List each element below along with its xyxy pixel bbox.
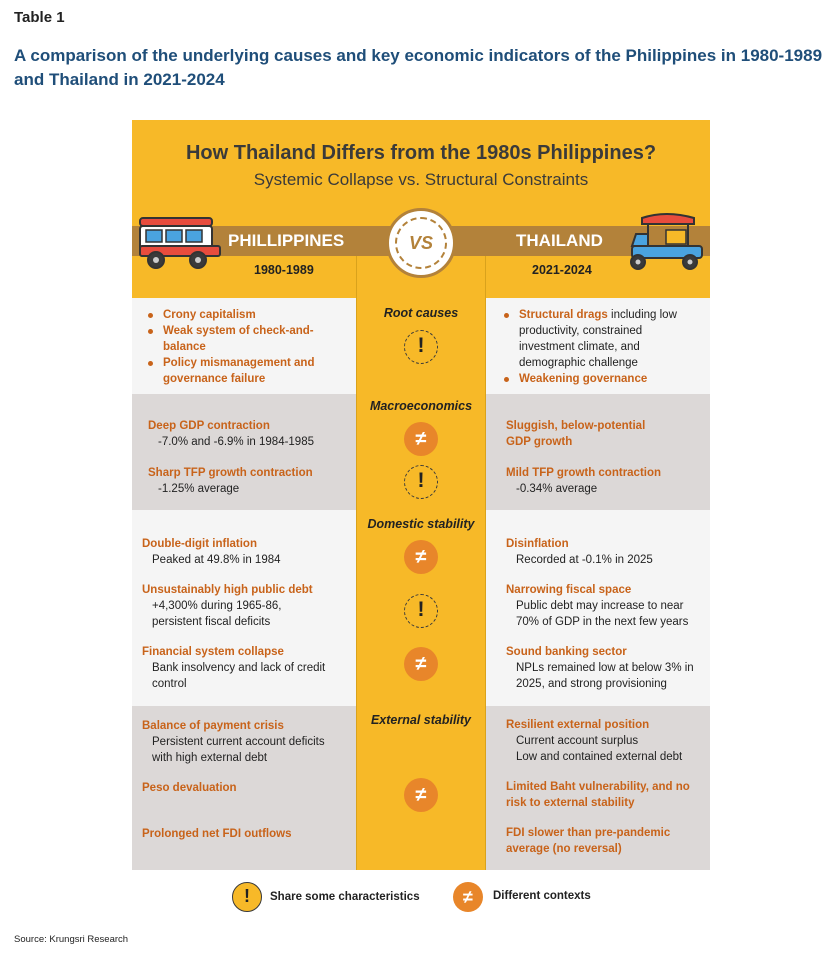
item-title: Double-digit inflation	[142, 538, 257, 550]
infographic	[132, 120, 710, 870]
item-detail: -7.0% and -6.9% in 1984-1985	[158, 436, 314, 448]
external-left-item	[142, 780, 348, 796]
vs-badge	[386, 208, 456, 278]
macro-left-item	[148, 418, 348, 450]
item-title: Sharp TFP growth contraction	[148, 467, 313, 479]
domestic-right-item	[506, 582, 702, 630]
infographic-subtitle: Systemic Collapse vs. Structural Constraints	[253, 170, 589, 189]
section-title-root-causes: Root causes	[383, 306, 459, 320]
legend-not-equal-icon: ≠	[453, 882, 483, 912]
list-item	[148, 323, 338, 355]
root-cause-item: Weak system of check-and-balance	[163, 325, 314, 353]
bullet	[148, 313, 153, 318]
table-label: Table 1	[14, 9, 65, 26]
exclamation-icon: !	[404, 465, 438, 499]
item-title: Resilient external position	[506, 719, 650, 731]
item-title: Disinflation	[506, 538, 569, 550]
item-title: Prolonged net FDI outflows	[142, 828, 292, 840]
root-cause-item: Crony capitalism	[163, 309, 256, 321]
bullet	[148, 361, 153, 366]
right-period-label: 2021-2024	[532, 263, 592, 277]
item-title: Limited Baht vulnerability, and no risk to external stability	[506, 781, 690, 809]
left-country-label: PHILLIPPINES	[228, 231, 345, 250]
item-detail: Bank insolvency and lack of credit control	[152, 662, 326, 690]
section-title-external-stability: External stability	[370, 713, 472, 727]
bullet	[148, 329, 153, 334]
legend-exclamation-icon: !	[232, 882, 262, 912]
domestic-right-item	[506, 536, 702, 568]
item-detail: -1.25% average	[158, 483, 240, 495]
exclamation-icon: !	[404, 594, 438, 628]
item-title: Mild TFP growth contraction	[506, 467, 662, 479]
list-item	[148, 355, 338, 387]
macro-left-item	[148, 465, 348, 497]
item-detail: +4,300% during 1965-86, persistent fiscal deficits	[152, 600, 282, 628]
item-detail: -0.34% average	[516, 483, 598, 495]
source-note: Source: Krungsri Research	[14, 934, 129, 945]
item-detail: Peaked at 49.8% in 1984	[152, 554, 281, 566]
external-right-item	[506, 779, 696, 811]
bullet	[504, 313, 509, 318]
item-title: Peso devaluation	[142, 782, 237, 794]
macro-right-item	[506, 465, 702, 497]
not-equal-icon: ≠	[404, 778, 438, 812]
item-detail: Persistent current account deficits with high external debt	[152, 736, 325, 764]
not-equal-icon: ≠	[404, 540, 438, 574]
left-period-label: 1980-1989	[254, 263, 314, 277]
item-detail: NPLs remained low at below 3% in 2025, and strong provisioning	[516, 662, 694, 690]
domestic-left-item	[142, 582, 348, 630]
root-cause-item-detail: including low productivity, constrained investment climate, and demographic challenge	[519, 309, 677, 369]
item-detail: Current account surplus Low and contained external debt	[516, 735, 683, 763]
infographic-title: How Thailand Differs from the 1980s Philippines?	[185, 142, 657, 164]
list-item	[504, 371, 700, 387]
not-equal-icon: ≠	[404, 647, 438, 681]
legend-share-label: Share some characteristics	[270, 891, 420, 903]
item-title: Narrowing fiscal space	[506, 584, 632, 596]
list-item	[148, 307, 338, 323]
domestic-right-item	[506, 644, 702, 692]
jeepney-icon	[136, 212, 224, 274]
item-title: Financial system collapse	[142, 646, 284, 658]
macro-right-item	[506, 418, 666, 450]
item-title: Sound banking sector	[506, 646, 627, 658]
item-title: FDI slower than pre-pandemic average (no reversal)	[506, 827, 671, 855]
item-detail: Recorded at -0.1% in 2025	[516, 554, 653, 566]
item-title: Unsustainably high public debt	[142, 584, 313, 596]
bullet	[504, 377, 509, 382]
document-title: A comparison of the underlying causes and key economic indicators of the Philippines in 1980-1989 and Thailand in 2021-2024	[14, 46, 823, 89]
external-left-item	[142, 826, 348, 842]
root-cause-item: Policy mismanagement and governance failure	[163, 357, 315, 385]
external-right-item	[506, 825, 686, 857]
external-left-item	[142, 718, 348, 766]
item-title: Balance of payment crisis	[142, 720, 284, 732]
external-right-item	[506, 717, 702, 765]
root-cause-item-bold: Structural drags	[519, 309, 608, 321]
domestic-left-item	[142, 536, 348, 568]
item-detail: Public debt may increase to near 70% of GDP in the next few years	[516, 600, 689, 628]
vs-label: VS	[395, 217, 447, 269]
section-title-macroeconomics: Macroeconomics	[369, 399, 473, 413]
item-title: Sluggish, below-potential GDP growth	[506, 420, 646, 448]
list-item	[504, 307, 700, 371]
right-country-label: THAILAND	[516, 231, 603, 250]
root-causes-left-list	[148, 307, 338, 387]
exclamation-icon: !	[404, 330, 438, 364]
item-title: Deep GDP contraction	[148, 420, 270, 432]
tuk-tuk-icon	[624, 210, 708, 276]
legend-different-label: Different contexts	[493, 890, 591, 902]
root-causes-right-list	[504, 307, 700, 387]
domestic-left-item	[142, 644, 348, 692]
not-equal-icon: ≠	[404, 422, 438, 456]
section-title-domestic-stability: Domestic stability	[367, 517, 475, 531]
root-cause-item: Weakening governance	[519, 373, 648, 385]
